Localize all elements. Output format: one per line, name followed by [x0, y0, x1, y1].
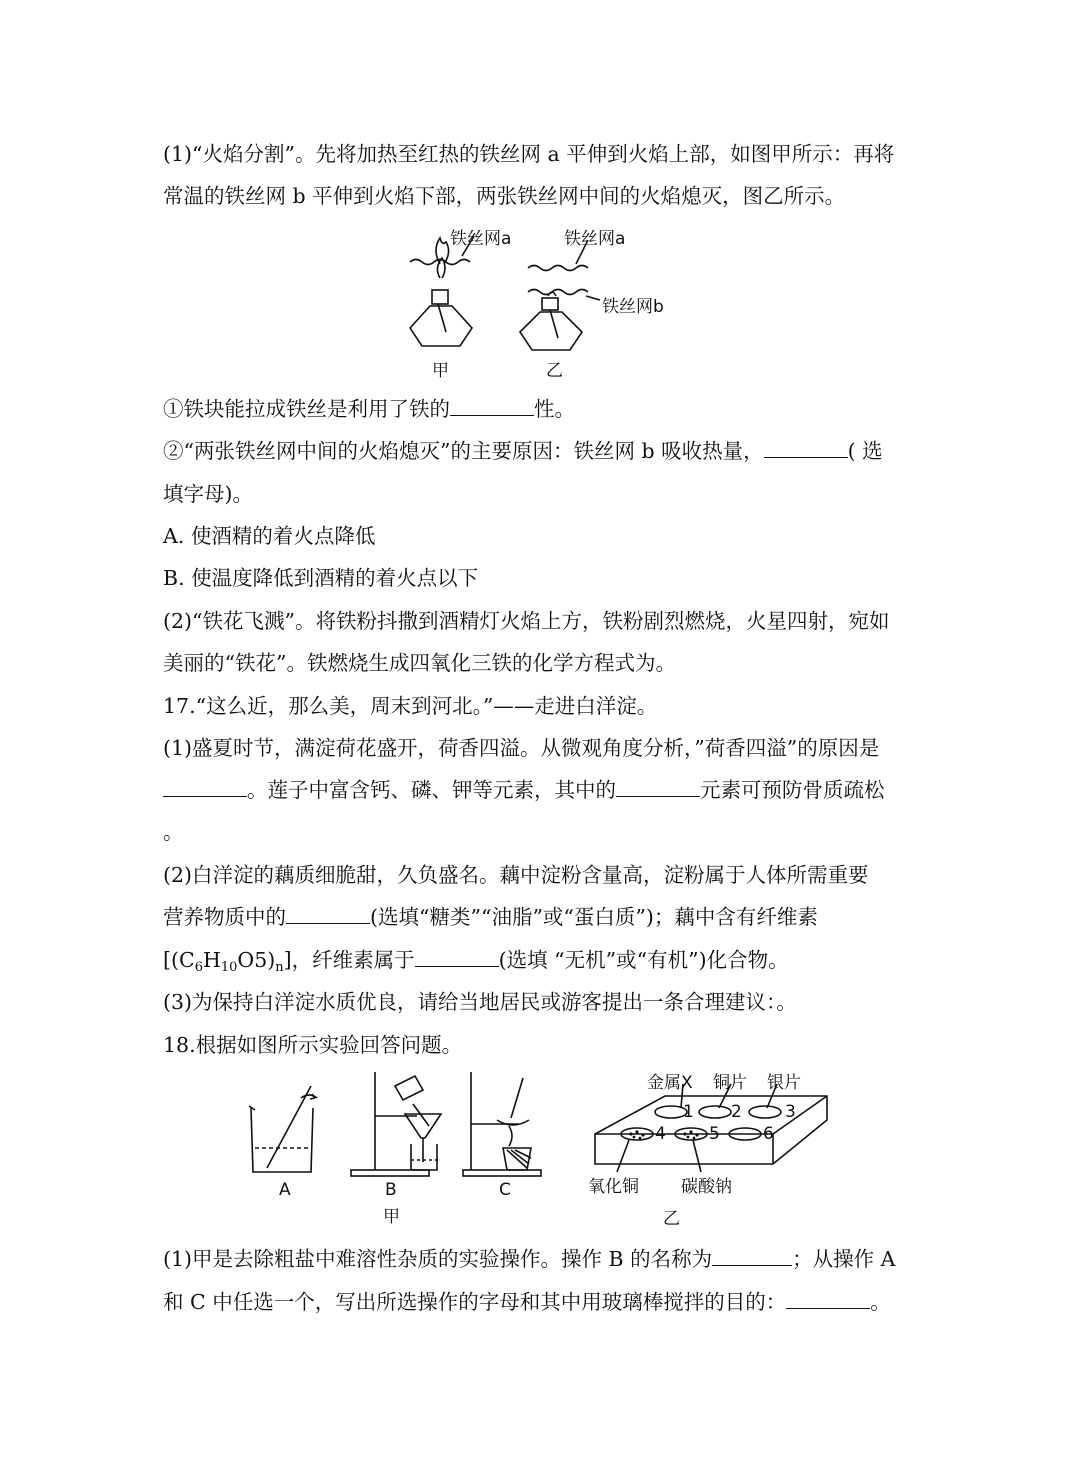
label-mesh-a-left: 铁丝网a: [450, 229, 512, 249]
question-line: [163, 776, 885, 804]
option-b: B. 使温度降低到酒精的着火点以下: [163, 566, 479, 590]
paragraph-line: (3)为保持白洋淀水质优良，请给当地居民或游客提出一条合理建议：。: [163, 990, 797, 1014]
paragraph-line: (1)“火焰分割”。先将加热至红热的铁丝网 a 平伸到火焰上部，如图甲所示：再将: [163, 142, 895, 166]
question-line: [163, 1245, 895, 1273]
label-sodium-carbonate: 碳酸钠: [681, 1177, 732, 1197]
question-text: 和 C 中任选一个，写出所选操作的字母和其中用玻璃棒搅拌的目的：: [163, 1290, 787, 1314]
question-line: [163, 437, 883, 465]
well-number: 3: [785, 1102, 796, 1122]
well-number: 2: [731, 1102, 742, 1122]
label-metal-x: 金属X: [647, 1073, 693, 1093]
question-text: ( 选: [847, 439, 883, 463]
question-text: ①铁块能拉成铁丝是利用了铁的: [163, 397, 450, 421]
caption-jia: 甲: [383, 1207, 400, 1227]
question-text: 。: [870, 1290, 891, 1314]
answer-blank[interactable]: [764, 439, 848, 458]
paragraph-line: (1)盛夏时节，满淀荷花盛开，荷香四溢。从微观角度分析，”荷香四溢”的原因是: [163, 736, 880, 760]
cellulose-formula: $[(C_6H_{10}O5)_n]$，纤维素属于: [163, 948, 415, 975]
answer-blank[interactable]: [286, 905, 370, 924]
question-text: (1)甲是去除粗盐中难溶性杂质的实验操作。操作 B 的名称为: [163, 1247, 713, 1271]
question-text: (选填 “无机”或“有机”)化合物。: [498, 948, 789, 972]
question-line: [163, 903, 818, 931]
question-line: [163, 395, 575, 423]
question-line: 填字母)。: [163, 482, 253, 506]
paragraph-line: (2)“铁花飞溅”。将铁粉抖撒到酒精灯火焰上方，铁粉剧烈燃烧，火星四射，宛如: [163, 609, 890, 633]
question-heading: 18.根据如图所示实验回答问题。: [163, 1033, 463, 1057]
well-number: 1: [683, 1102, 694, 1122]
answer-blank[interactable]: [163, 778, 247, 797]
question-text: 。莲子中富含钙、磷、钾等元素，其中的: [247, 778, 616, 802]
paragraph-line: 常温的铁丝网 b 平伸到火焰下部，两张铁丝网中间的火焰熄灭，图乙所示。: [163, 184, 846, 208]
caption-jia: 甲: [432, 361, 449, 381]
question-text: 元素可预防骨质疏松: [700, 778, 885, 802]
paragraph-line: 美丽的“铁花”。铁燃烧生成四氧化三铁的化学方程式为。: [163, 651, 676, 675]
label-mesh-b: 铁丝网b: [602, 297, 664, 317]
caption-b: B: [385, 1180, 397, 1200]
well-number: 6: [763, 1124, 774, 1144]
well-number: 4: [655, 1124, 666, 1144]
caption-yi: 乙: [546, 361, 563, 381]
question-heading: 17.“这么近，那么美，周末到河北。”——走进白洋淀。: [163, 694, 658, 718]
question-text: (选填“糖类”“油脂”或“蛋白质”)；藕中含有纤维素: [370, 905, 818, 929]
label-silver: 银片: [767, 1073, 801, 1093]
answer-blank[interactable]: [786, 1290, 870, 1309]
caption-a: A: [279, 1180, 291, 1200]
question-text: ②“两张铁丝网中间的火焰熄灭”的主要原因：铁丝网 b 吸收热量，: [163, 439, 764, 463]
answer-blank[interactable]: [712, 1247, 792, 1266]
question-text: ；从操作 A: [792, 1247, 896, 1271]
question-text: 营养物质中的: [163, 905, 286, 929]
answer-blank[interactable]: [450, 397, 534, 416]
answer-blank[interactable]: [415, 948, 499, 967]
caption-c: C: [499, 1180, 511, 1200]
label-mesh-a-right: 铁丝网a: [564, 229, 626, 249]
question-line: [163, 1288, 891, 1316]
paragraph-line: (2)白洋淀的藕质细脆甜，久负盛名。藕中淀粉含量高，淀粉属于人体所需重要: [163, 863, 869, 887]
question-line: [163, 946, 789, 982]
answer-blank[interactable]: [616, 778, 700, 797]
label-copper: 铜片: [713, 1073, 747, 1093]
question-text: 性。: [534, 397, 575, 421]
option-a: A. 使酒精的着火点降低: [163, 524, 376, 548]
well-number: 5: [709, 1124, 720, 1144]
figure-alcohol-lamps: [400, 218, 690, 380]
figure-experiments: [245, 1068, 835, 1228]
label-copper-oxide: 氧化铜: [588, 1177, 639, 1197]
paragraph-line: 。: [163, 820, 184, 844]
caption-yi: 乙: [663, 1209, 680, 1229]
